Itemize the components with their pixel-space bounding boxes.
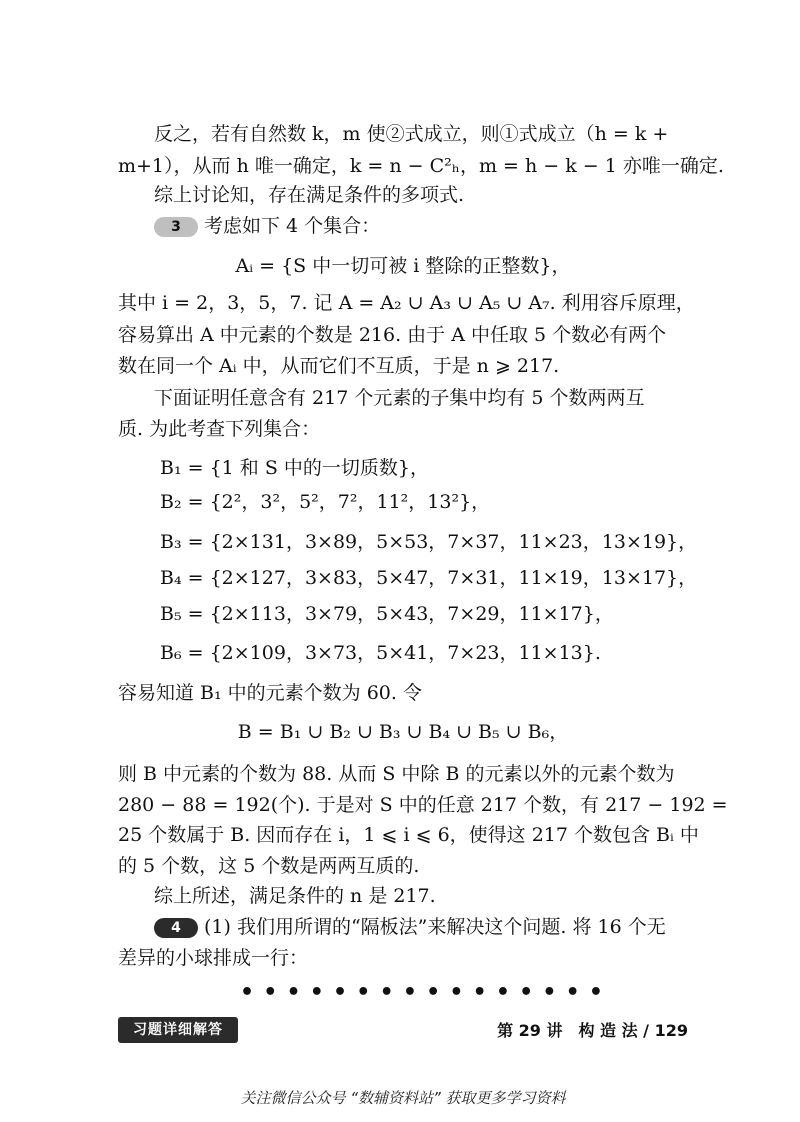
text-line: 25 个数属于 B. 因而存在 i，1 ⩽ i ⩽ 6，使得这 217 个数包含 Bᵢ 中: [118, 824, 699, 846]
text-line: 则 B 中元素的个数为 88. 从而 S 中除 B 的元素以外的元素个数为: [118, 763, 675, 785]
text-line: 其中 i = 2，3，5，7. 记 A = A₂ ∪ A₃ ∪ A₅ ∪ A₇. 利用容斥原理，: [118, 292, 695, 314]
set-b5: B₅ = {2×113，3×79，5×43，7×29，11×17}，: [160, 603, 614, 625]
set-b1: B₁ = {1 和 S 中的一切质数}，: [160, 457, 429, 479]
watermark-text: 关注微信公众号 “数辅资料站” 获取更多学习资料: [240, 1089, 566, 1107]
problem-number-badge: 3: [154, 217, 198, 237]
ball-row: ••••••••••••••••: [240, 980, 613, 1005]
set-b4: B₄ = {2×127，3×83，5×47，7×31，11×19，13×17}，: [160, 567, 698, 589]
text-line: 差异的小球排成一行：: [118, 947, 309, 969]
text-line: 数在同一个 Aᵢ 中，从而它们不互质，于是 n ⩾ 217.: [118, 355, 560, 377]
set-b3: B₃ = {2×131，3×89，5×53，7×37，11×23，13×19}，: [160, 531, 698, 553]
text-line: 质. 为此考查下列集合：: [118, 418, 321, 440]
problem-3-line: [154, 214, 724, 238]
text-line: 综上所述，满足条件的 n 是 217.: [154, 885, 436, 907]
set-b6: B₆ = {2×109，3×73，5×41，7×23，11×13}.: [160, 642, 601, 664]
problem-number-badge: 4: [154, 918, 198, 938]
formula-line: Aᵢ = {S 中一切可被 i 整除的正整数}，: [235, 255, 571, 277]
text-line: 综上讨论知，存在满足条件的多项式.: [154, 184, 465, 206]
text-line: 的 5 个数，这 5 个数是两两互质的.: [118, 855, 420, 877]
text-line: 容易算出 A 中元素的个数是 216. 由于 A 中任取 5 个数必有两个: [118, 324, 667, 346]
chapter-page-number: 第 29 讲 构 造 法 / 129: [497, 1021, 688, 1040]
text-line: 下面证明任意含有 217 个元素的子集中均有 5 个数两两互: [154, 387, 645, 409]
formula-line: B = B₁ ∪ B₂ ∪ B₃ ∪ B₄ ∪ B₅ ∪ B₆，: [237, 721, 569, 743]
text-line: m+1），从而 h 唯一确定，k = n − C²ₕ，m = h − k − 1 亦唯一确定.: [118, 155, 724, 177]
section-label: 习题详细解答: [118, 1017, 238, 1043]
text-line: 容易知道 B₁ 中的元素个数为 60. 令: [118, 682, 422, 704]
problem-4-line: [154, 915, 724, 939]
text-line: 反之，若有自然数 k，m 使②式成立，则①式成立（h = k +: [154, 123, 669, 145]
set-b2: B₂ = {2²，3²，5²，7²，11²，13²}，: [160, 491, 491, 513]
text-line: (1) 我们用所谓的“隔板法”来解决这个问题. 将 16 个无: [204, 916, 666, 938]
text-line: 280 − 88 = 192(个). 于是对 S 中的任意 217 个数，有 217 − 192 =: [118, 794, 728, 816]
text-line: 考虑如下 4 个集合：: [204, 215, 381, 237]
